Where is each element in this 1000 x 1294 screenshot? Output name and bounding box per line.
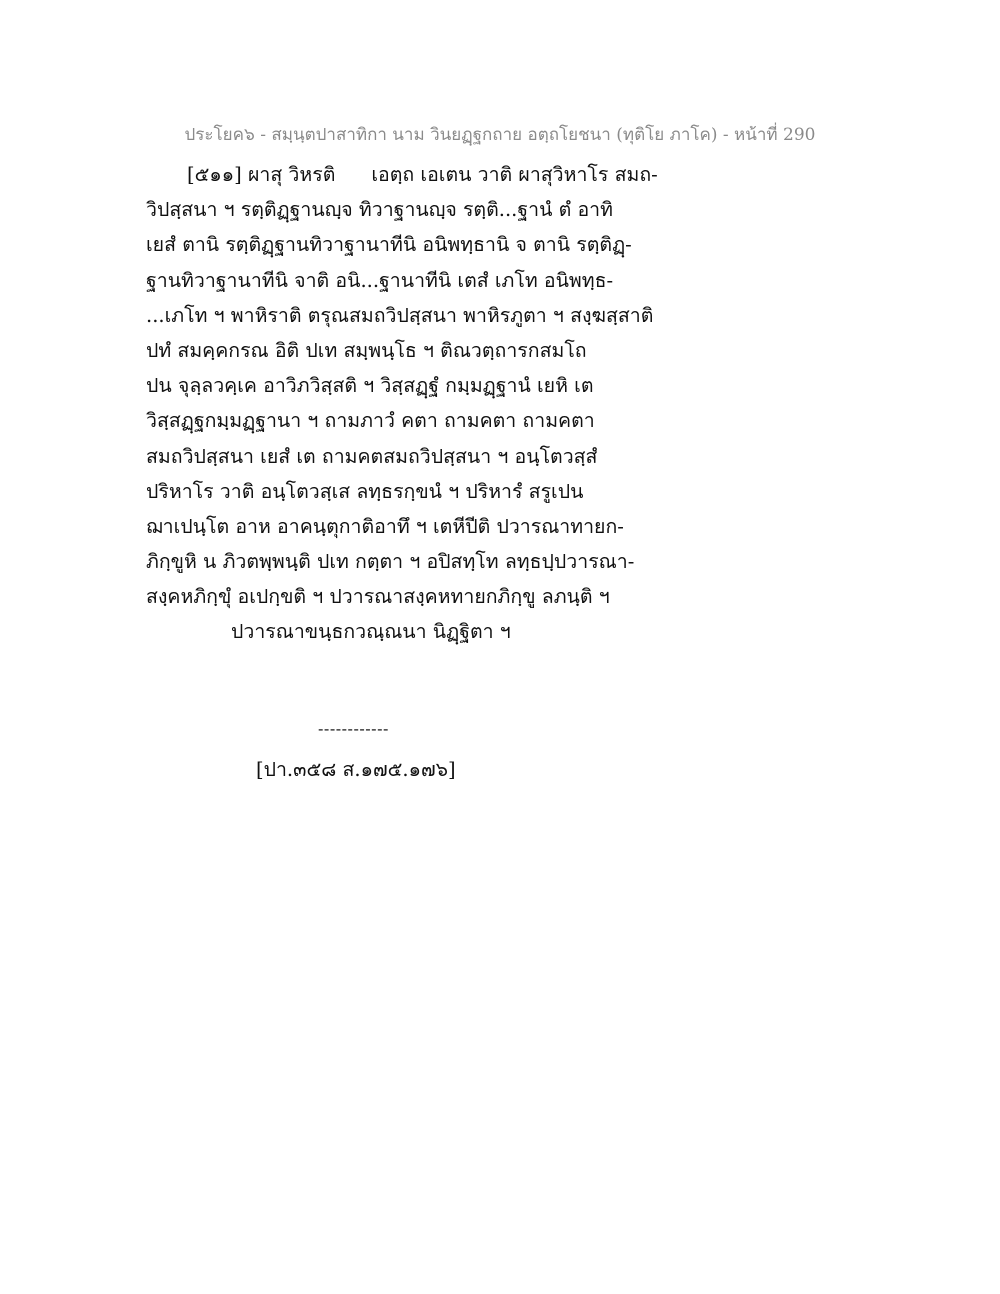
- text-line: ปน จุลฺลวคฺเค อาวิภวิสฺสติ ฯ วิสฺสฏฺฐํ กมฺมฏฺฐานํ เยหิ เต: [146, 374, 594, 398]
- text-line: ปริหาโร วาติ อนฺโตวสฺเส ลทฺธรกฺขนํ ฯ ปริหารํ สรูเปน: [146, 479, 584, 503]
- page-header: ประโยค๖ - สมฺนฺตปาสาทิกา นาม วินยฏฺฐกถาย อตฺถโยชนา (ทุติโย ภาโค) - หน้าที่ 290: [184, 125, 816, 145]
- first-line-left: ผาสุ วิหรติ: [247, 163, 336, 186]
- text-line: สงฺคหภิกฺขุํ อเปกฺขติ ฯ ปวารณาสงฺคหทายกภิกฺขู ลภนฺติ ฯ: [146, 585, 610, 609]
- closing-line: ปวารณาขนฺธกวณฺณนา นิฏฺฐิตา ฯ: [231, 620, 511, 644]
- first-line-right: เอตฺถ เอเตน วาติ ผาสุวิหาโร สมถ-: [371, 163, 658, 186]
- text-line: สมถวิปสฺสนา เยสํ เต ถามคตสมถวิปสฺสนา ฯ อนฺโตวสฺสํ: [146, 444, 598, 468]
- text-line: ฌาเปนฺโต อาห อาคนฺตุกาติอาทึ ฯ เตหีปีติ ปวารณาทายก-: [146, 514, 624, 538]
- text-line: ภิกฺขูหิ น ภิวตพฺพนฺติ ปเท กตฺตา ฯ อปิสทฺโท ลทฺธปฺปวารณา-: [146, 550, 635, 574]
- paragraph-number: [๕๑๑]: [187, 163, 242, 186]
- first-line: [146, 157, 706, 192]
- text-line: วิสฺสฏฺฐกมฺมฏฺฐานา ฯ ถามภาวํ คตา ถามคตา ถามคตา: [146, 409, 595, 433]
- text-line: ฐานทิวาฐานาทีนิ จาติ อนิ...ฐานาทีนิ เตสํ เภโท อนิพทฺธ-: [146, 268, 614, 292]
- text-line: ปทํ สมคฺคกรณ อิติ ปเท สมฺพนฺโธ ฯ ติณวตฺถารกสมโถ: [146, 338, 587, 362]
- text-line: วิปสฺสนา ฯ รตฺติฏฺฐานญฺจ ทิวาฐานญฺจ รตฺติ...ฐานํ ตํ อาทิ: [146, 198, 613, 222]
- section-divider: ------------: [318, 719, 389, 738]
- body-text: [146, 157, 706, 650]
- text-line: ...เภโท ฯ พาหิราติ ตรุณสมถวิปสฺสนา พาหิรภูตา ฯ สงฺฆสฺสาติ: [146, 303, 654, 327]
- page-reference: [ปา.๓๕๘ ส.๑๗๕.๑๗๖]: [256, 758, 456, 781]
- text-line: เยสํ ตานิ รตฺติฏฺฐานทิวาฐานาทีนิ อนิพทฺธานิ จ ตานิ รตฺติฏฺ-: [146, 233, 632, 257]
